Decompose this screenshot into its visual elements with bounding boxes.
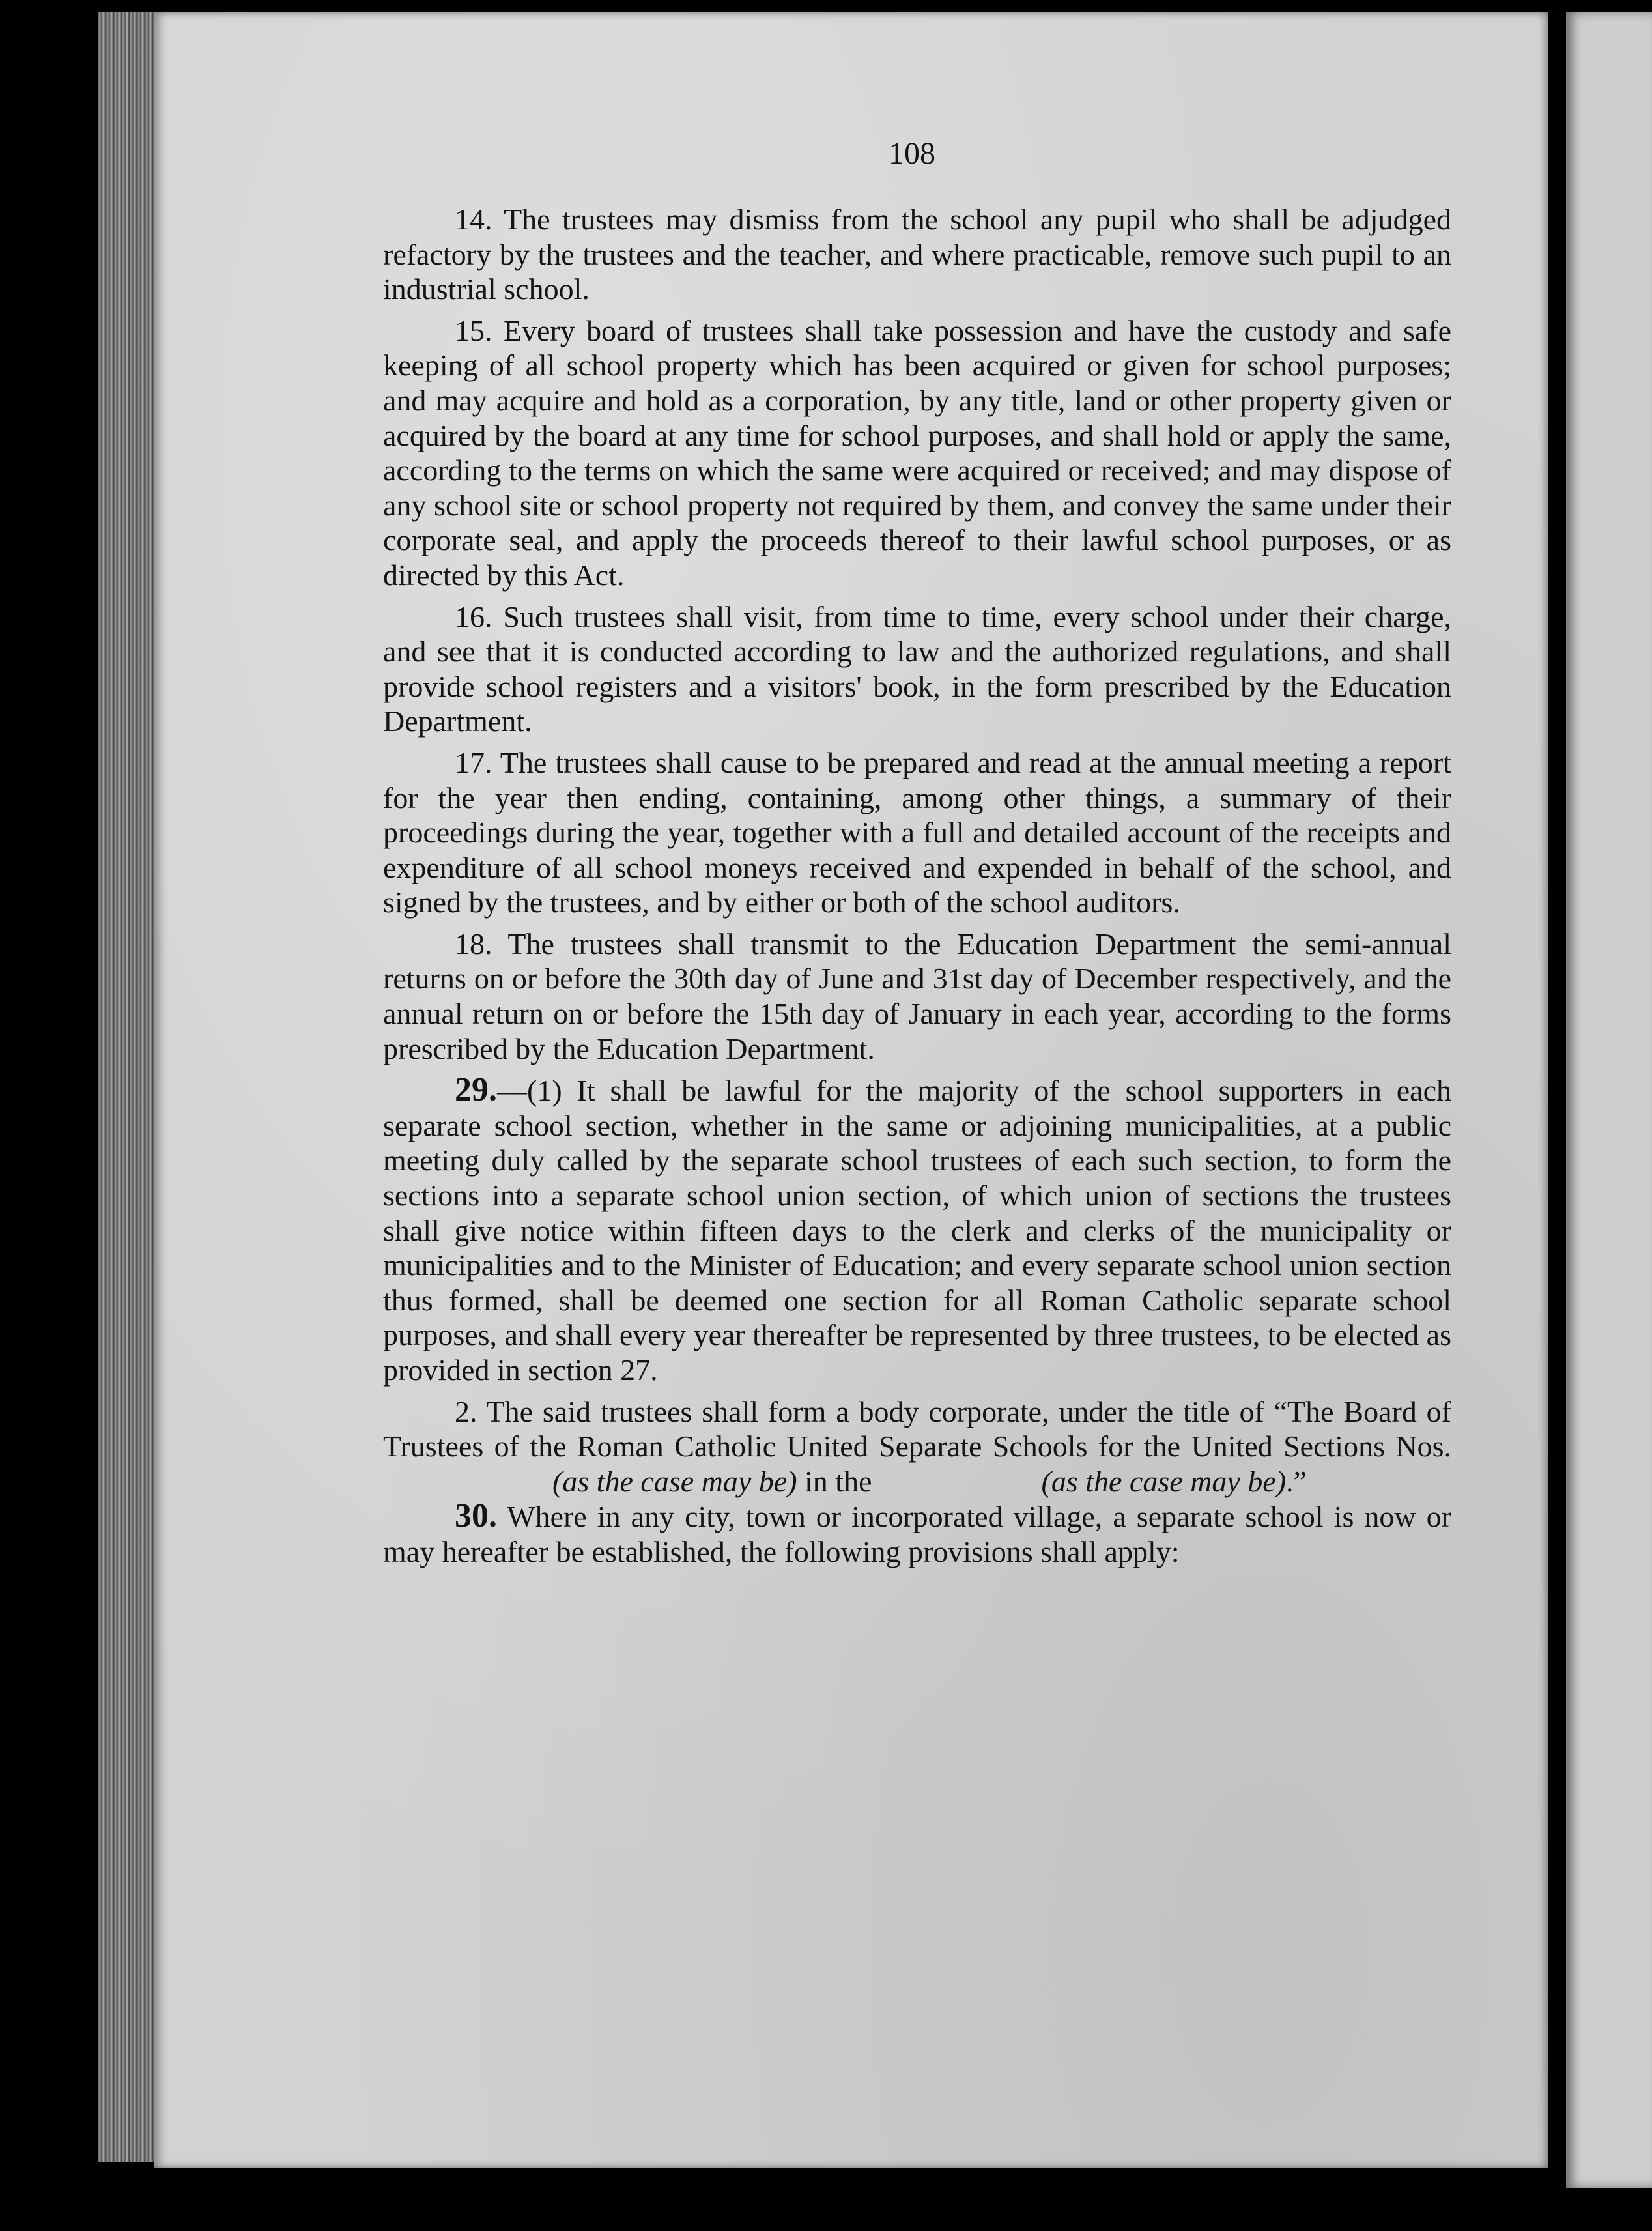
paragraph-18: 18. The trustees shall transmit to the Education Department the semi-annual returns on or before the 30th day of June and 31st day of December respectively, and the annual return on or before the 15th day of January in each year, according to the forms prescribed by the Education Department.: [383, 927, 1451, 1065]
subsection-2-italic-2: (as the case may be): [1041, 1464, 1287, 1498]
book-page-edges: [98, 12, 160, 2162]
section-30-number: 30.: [455, 1497, 497, 1535]
page-number: 108: [889, 136, 935, 171]
section-30: [383, 1499, 1451, 1569]
section-30-text: Where in any city, town or incorporated village, a separate school is now or may hereafter be established, the following provisions shall apply:: [383, 1500, 1452, 1568]
section-29: [383, 1072, 1451, 1387]
subsection-2-italic-1: (as the case may be): [552, 1464, 797, 1498]
section-29-subsection-2: [383, 1394, 1451, 1499]
subsection-2-text: 2. The said trustees shall form a body corporate, under the title of “The Board of Trustees of the Roman Catholic United Separate Schools for the United Sections Nos.: [383, 1394, 1451, 1463]
body-text: [383, 124, 1451, 1570]
subsection-2-end: .”: [1286, 1464, 1307, 1498]
paragraph-16: 16. Such trustees shall visit, from time to time, every school under their charge, and see that it is conducted according to law and the authorized regulations, and shall provide school registers and a visitors' book, in the form prescribed by the Education Department.: [383, 599, 1451, 738]
subsection-2-in-the: in the: [805, 1464, 872, 1498]
paragraph-14: 14. The trustees may dismiss from the school any pupil who shall be adjudged refactory by the trustees and the teacher, and where practicable, remove such pupil to an industrial school.: [383, 203, 1451, 306]
paragraph-15: 15. Every board of trustees shall take possession and have the custody and safe keeping of all school property which has been acquired or given for school purposes; and may acquire and hold as a corporation, by any title, land or other property given or acquired by the board at any time for school purposes, and shall hold or apply the same, according to the terms on which the same were acquired or received; and may dispose of any school site or school property not required by them, and convey the same under their corporate seal, and apply the proceeds thereof to their lawful school purposes, or as directed by this Act.: [383, 313, 1451, 592]
section-29-number: 29.: [455, 1071, 497, 1109]
paragraph-17: 17. The trustees shall cause to be prepared and read at the annual meeting a report for the year then ending, containing, among other things, a summary of their proceedings during the year, together with a full and detailed account of the receipts and expenditure of all school moneys received and expended in behalf of the school, and signed by the trustees, and by either or both of the school auditors.: [383, 745, 1451, 919]
next-page-edge: [1566, 12, 1652, 2188]
section-29-text: —(1) It shall be lawful for the majority of the school supporters in each separate school section, whether in the same or adjoining municipalities, at a public meeting duly called by the separate school trustees of each such section, to form the sections into a separate school union section, of which union of sections the trustees shall give notice within fifteen days to the clerk and clerks of the municipality or municipalities and to the Minister of Education; and every separate school union section thus formed, shall be deemed one section for all Roman Catholic separate school purposes, and shall every year thereafter be represented by three trustees, to be elected as provided in section 27.: [383, 1074, 1451, 1387]
